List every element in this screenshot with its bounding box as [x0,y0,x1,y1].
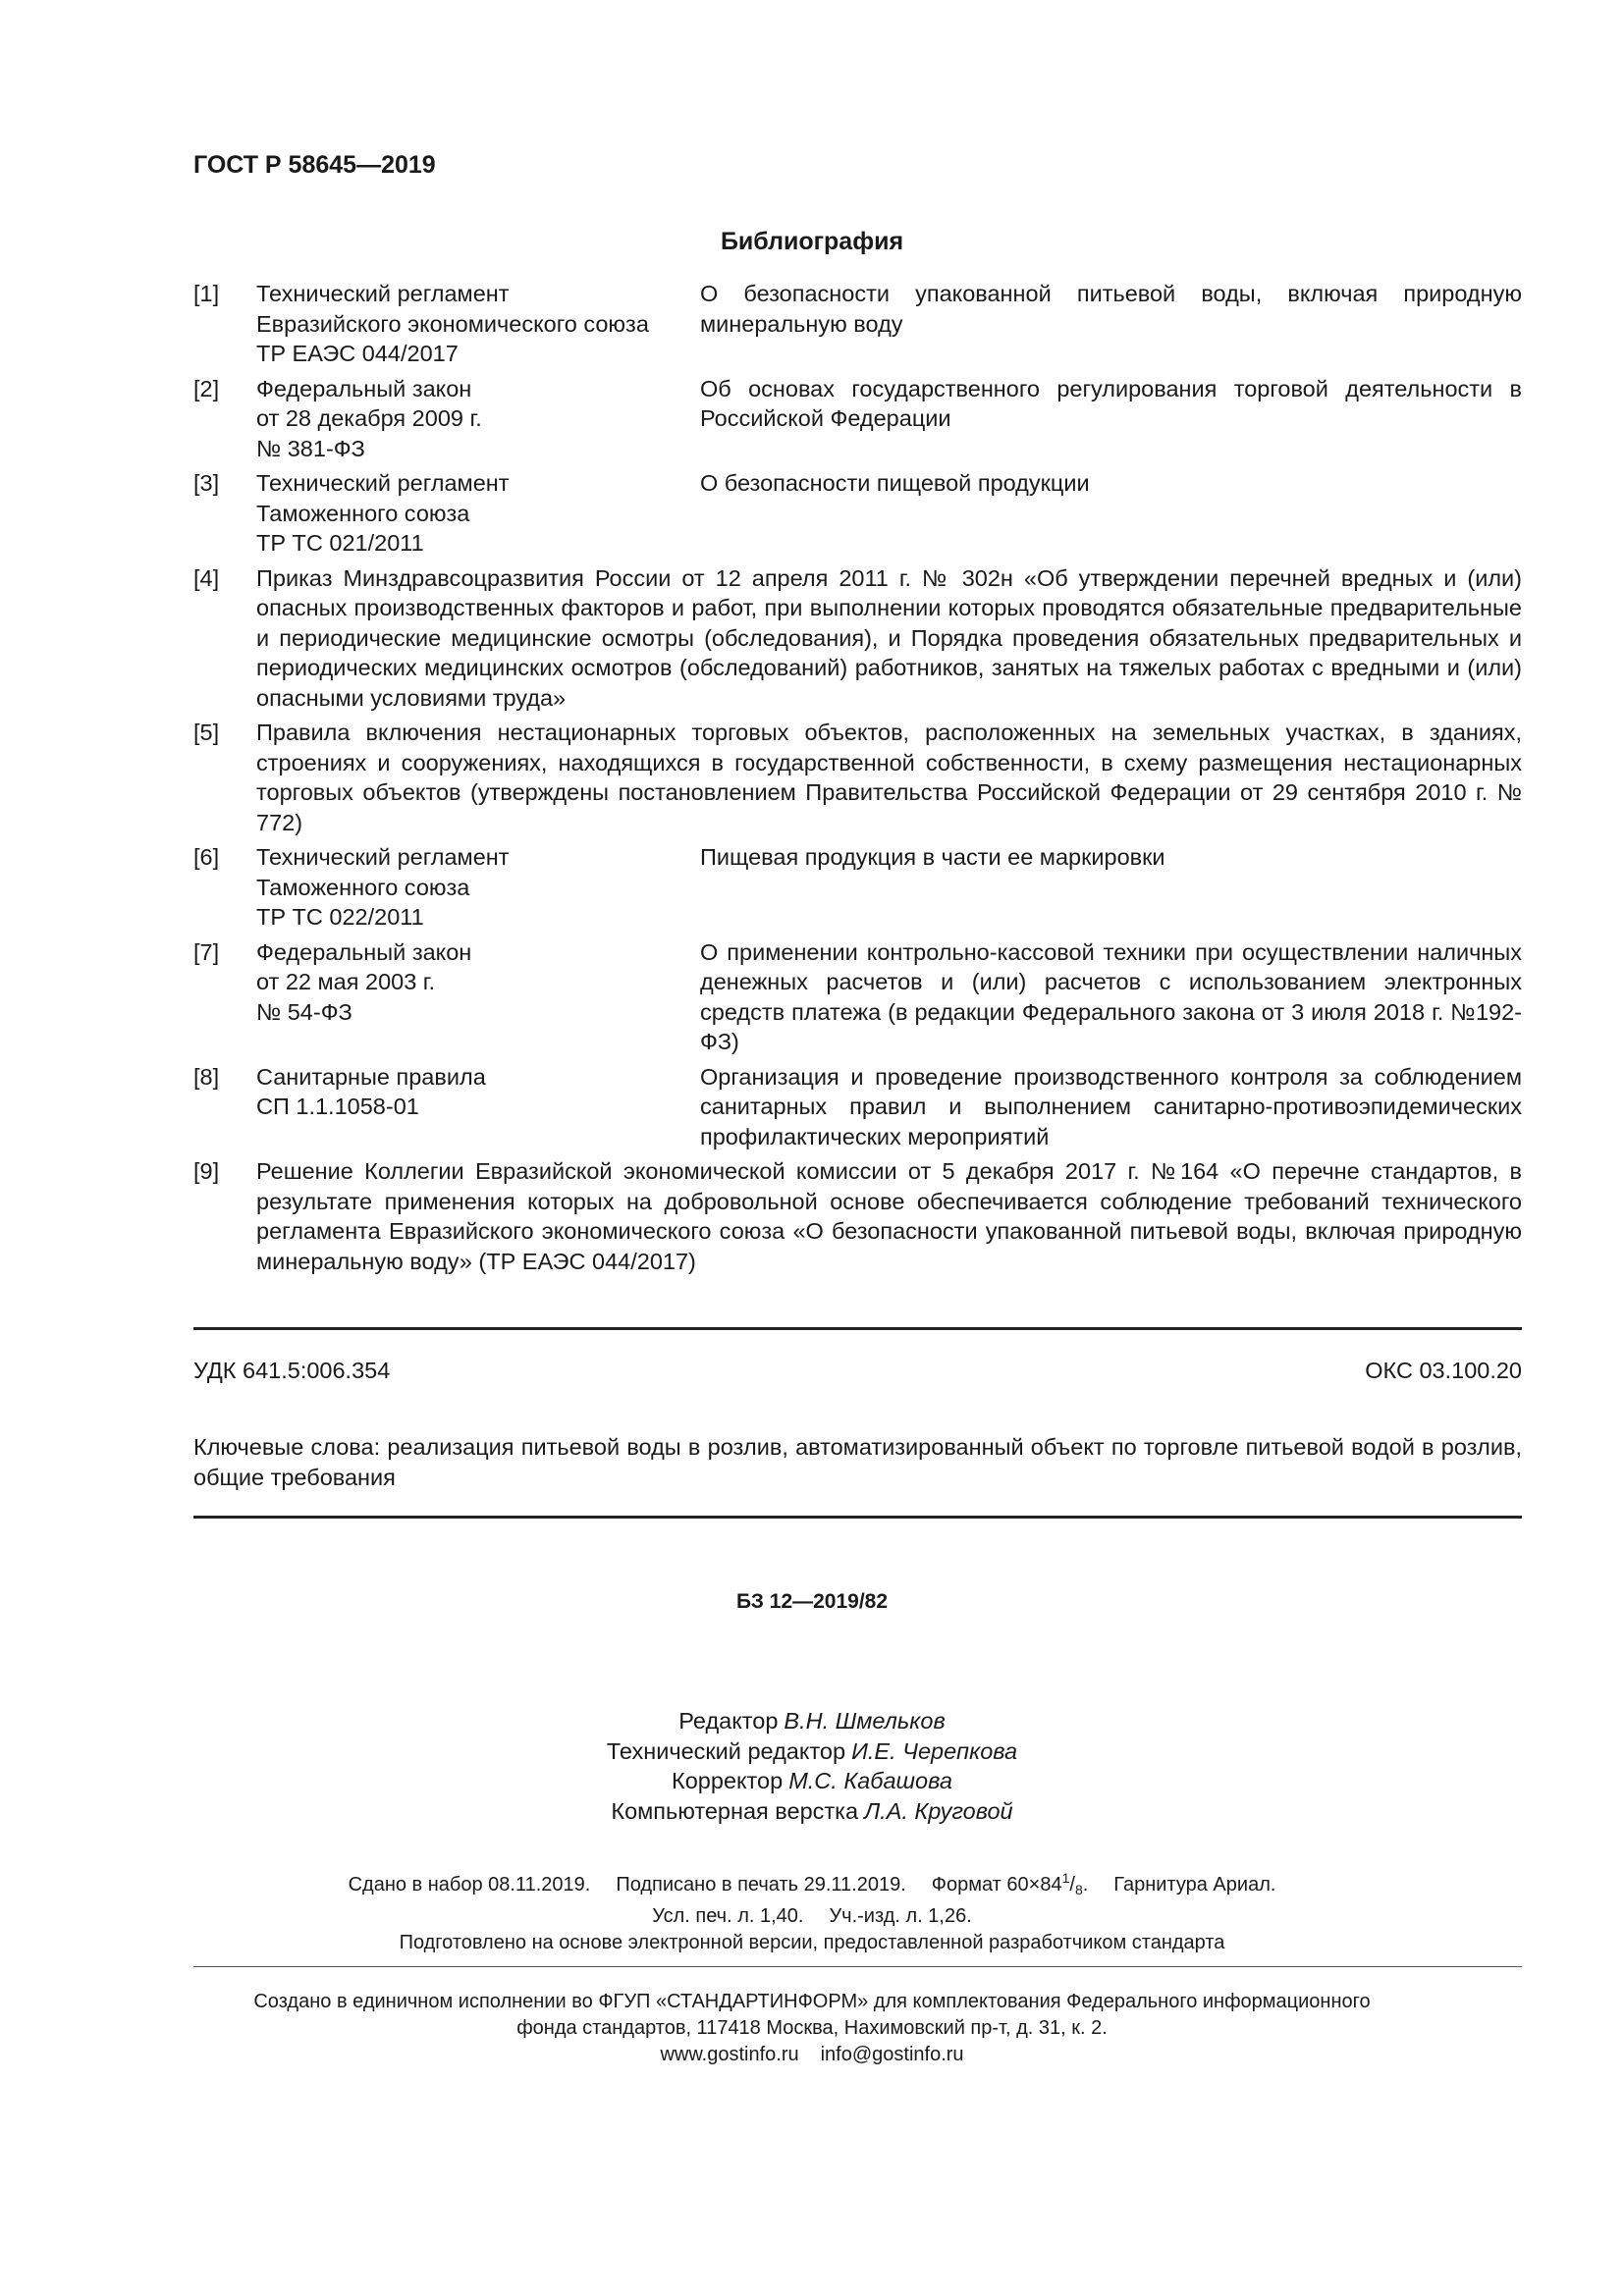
publication-line-2: Усл. печ. л. 1,40. Уч.-изд. л. 1,26. [652,1905,972,1927]
entry-number: [1] [193,281,220,306]
staff-proofreader: Корректор М.С. Кабашова [672,1768,952,1793]
entry-source: Технический регламент Таможенного союза ТР ТС 022/2011 [256,844,510,930]
entry-number: [2] [193,375,220,401]
keywords: Ключевые слова: реализация питьевой воды в розлив, автоматизированный объект по торговле питьевой водой в розлив, общие требования [193,1434,1522,1490]
divider-top [193,1327,1522,1330]
entry-source: Санитарные правила СП 1.1.1058-01 [256,1063,486,1119]
bibliography-entry [193,842,1522,933]
staff-editor: Редактор В.Н. Шмельков [678,1708,946,1734]
entry-title: Об основах государственного регулирования торговой деятельности в Российской Федерации [700,375,1522,431]
entry-source: Федеральный закон от 22 мая 2003 г. № 54-ФЗ [256,938,472,1025]
entry-source: Технический регламент Таможенного союза ТР ТС 021/2011 [256,470,510,556]
entry-number: [4] [193,564,220,591]
entry-number: [9] [193,1158,220,1184]
oks-code: ОКС 03.100.20 [1365,1358,1522,1383]
entry-number: [8] [193,1063,220,1090]
bz-code: БЗ 12—2019/82 [735,1590,889,1613]
publication-info [0,1865,1624,1956]
entry-source: Федеральный закон от 28 декабря 2009 г. № 381-ФЗ [256,375,482,461]
entry-number: [3] [193,470,220,496]
created-info: Создано в единичном исполнении во ФГУП «СТАНДАРТИНФОРМ» для комплектования Федерального информационного фонда стандартов, 117418 Москва, Нахимовский пр-т, д. 31, к. 2. www.gostinfo.ru info@gostinfo.ru [253,1991,1371,2065]
publication-line-1: Сдано в набор 08.11.2019. Подписано в печать 29.11.2019. Формат $60\times 84^1/_8$. Гарнитура Ариал. [348,1870,1276,1897]
divider-bottom [193,1966,1522,1967]
bibliography-entry [193,937,1522,1057]
entry-number: [6] [193,844,220,870]
bibliography-entry [193,563,1522,714]
website-link[interactable]: www.gostinfo.ru [660,2044,799,2065]
entry-text: Приказ Минздравсоцразвития России от 12 апреля 2011 г. № 302н «Об утверждении перечней вредных и (или) опасных производственных факторов и работ, при выполнении которых проводятся обязательные предварительные и периодические медицинские осмотры (обследования), и Порядка проведения обязательных предварительных и периодических медицинских осмотров (обследований) работников, занятых на тяжелых работах с вредными и (или) опасными условиями труда» [256,564,1522,711]
entry-text: Решение Коллегии Евразийской экономической комиссии от 5 декабря 2017 г. №164 «О перечне стандартов, в результате применения которых на добровольной основе обеспечивается соблюдение требований технического регламента Евразийского экономического союза «О безопасности упакованной питьевой воды, включая природную минеральную воду» (ТР ЕАЭС 044/2017) [256,1158,1522,1274]
bibliography-list [193,279,1522,1281]
staff-layout: Компьютерная верстка Л.А. Круговой [611,1797,1013,1824]
divider-keywords [193,1516,1522,1519]
bibliography-entry [193,718,1522,837]
entry-title: О безопасности упакованной питьевой воды, включая природную минеральную воду [700,281,1522,337]
bibliography-title: Библиография [720,228,904,255]
entry-number: [5] [193,720,220,745]
bibliography-entry [193,279,1522,369]
entry-text: Правила включения нестационарных торговых объектов, расположенных на земельных участках, в зданиях, строениях и сооружениях, находящихся в государственной собственности, в схему размещения нестационарных торговых объектов (утверждены постановлением Правительства Российской Федерации от 29 сентября 2010 г. № 772) [256,720,1522,835]
staff-list [0,1706,1624,1826]
entry-number: [7] [193,938,220,965]
udk-code: УДК 641.5:006.354 [193,1358,391,1383]
staff-tech-editor: Технический редактор И.Е. Черепкова [606,1737,1018,1764]
entry-title: О применении контрольно-кассовой техники при осуществлении наличных денежных расчетов и (или) расчетов с использованием электронных средств платежа (в редакции Федерального закона от 3 июля 2018 г. №192-ФЗ) [700,938,1522,1054]
email-link[interactable]: info@gostinfo.ru [820,2044,964,2065]
entry-title: Пищевая продукция в части ее маркировки [700,844,1165,870]
entry-source: Технический регламент Евразийского экономического союза ТР ЕАЭС 044/2017 [256,281,649,366]
bibliography-entry [193,1156,1522,1276]
bibliography-entry [193,374,1522,464]
entry-title: О безопасности пищевой продукции [700,470,1090,496]
publication-prepared: Подготовлено на основе электронной версии, предоставленной разработчиком стандарта [399,1932,1225,1953]
bibliography-entry [193,468,1522,559]
document-code: ГОСТ Р 58645—2019 [193,151,436,179]
bibliography-entry [193,1062,1522,1152]
entry-title: Организация и проведение производственного контроля за соблюдением санитарных правил и выполнением санитарно-противоэпидемических профилактических мероприятий [700,1063,1522,1149]
